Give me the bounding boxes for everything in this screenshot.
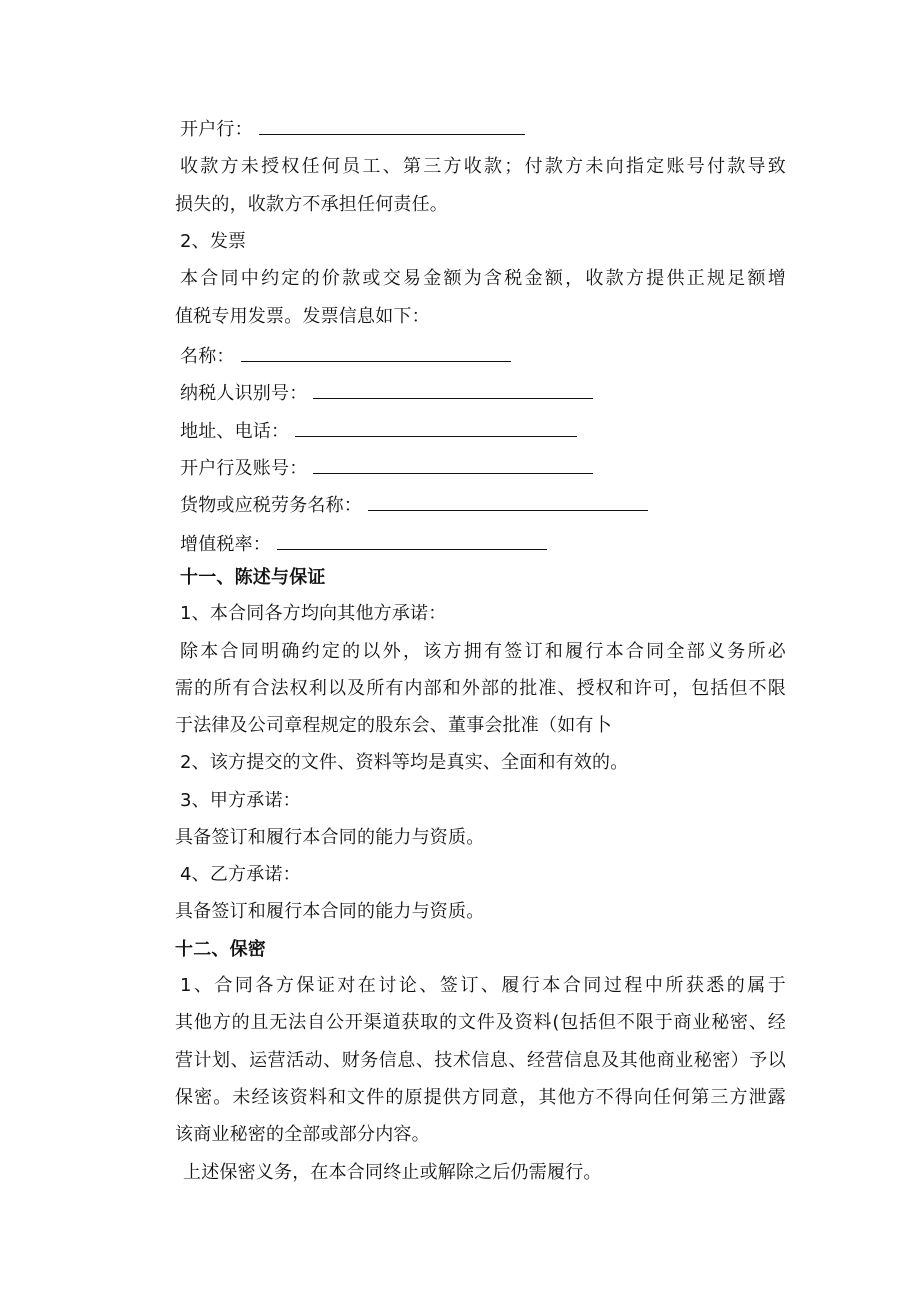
section-11-item-4: 4、乙方承诺： <box>180 864 301 885</box>
invoice-field-label: 地址、电话： <box>180 421 290 442</box>
payment-note-line-2: 损失的，收款方不承担任何责任。 <box>175 194 448 215</box>
invoice-field-blank <box>241 345 511 362</box>
section-11-item-4-text: 具备签订和履行本合同的能力与资质。 <box>175 901 485 922</box>
invoice-field-vat-rate <box>180 533 547 556</box>
bank-line <box>180 118 525 141</box>
invoice-heading: 2、发票 <box>180 231 247 252</box>
section-11-para-line-1: 除本合同明确约定的以外，该方拥有签订和履行本合同全部义务所必 <box>180 641 786 662</box>
invoice-intro-line-1: 本合同中约定的价款或交易金额为含税金额，收款方提供正规足额增 <box>180 268 786 289</box>
invoice-field-label: 货物或应税劳务名称： <box>180 495 362 516</box>
invoice-field-blank <box>295 420 577 437</box>
invoice-field-label: 名称： <box>180 346 235 367</box>
section-11-title: 十一、陈述与保证 <box>180 567 326 588</box>
section-11-para-line-2: 需的所有合法权利以及所有内部和外部的批准、授权和许可，包括但不限 <box>175 678 786 699</box>
section-12-title: 十二、保密 <box>175 939 266 960</box>
invoice-field-blank <box>277 533 547 550</box>
invoice-field-blank <box>313 457 593 474</box>
invoice-field-tax-id <box>180 382 593 405</box>
bank-blank <box>259 118 525 135</box>
section-12-para-line-3: 营计划、运营活动、财务信息、技术信息、经营信息及其他商业秘密）予以 <box>175 1050 786 1071</box>
payment-note-line-1: 收款方未授权任何员工、第三方收款；付款方未向指定账号付款导致 <box>180 156 786 177</box>
section-12-para-2: 上述保密义务，在本合同终止或解除之后仍需履行。 <box>183 1162 602 1183</box>
section-11-item-2: 2、该方提交的文件、资料等均是真实、全面和有效的。 <box>180 752 629 773</box>
invoice-field-name <box>180 345 511 368</box>
invoice-field-label: 纳税人识别号： <box>180 383 308 404</box>
invoice-field-address-phone <box>180 420 577 443</box>
section-12-para-line-1: 1、合同各方保证对在讨论、签订、履行本合同过程中所获悉的属于 <box>180 975 786 996</box>
invoice-field-label: 开户行及账号： <box>180 458 308 479</box>
section-11-para-line-3: 于法律及公司章程规定的股东会、董事会批准（如有卜 <box>175 715 612 736</box>
section-12-para-line-2: 其他方的且无法自公开渠道获取的文件及资料(包括但不限于商业秘密、经 <box>175 1012 786 1033</box>
invoice-field-bank-account <box>180 457 593 480</box>
section-11-item-3: 3、甲方承诺： <box>180 790 301 811</box>
invoice-intro-line-2: 值税专用发票。发票信息如下： <box>175 306 430 327</box>
section-12-para-line-5: 该商业秘密的全部或部分内容。 <box>175 1124 430 1145</box>
invoice-field-blank <box>368 494 648 511</box>
invoice-field-blank <box>313 382 593 399</box>
invoice-field-label: 增值税率： <box>180 534 271 555</box>
section-11-item-1: 1、本合同各方均向其他方承诺： <box>180 603 447 624</box>
section-12-para-line-4: 保密。未经该资料和文件的原提供方同意，其他方不得向任何第三方泄露 <box>175 1087 786 1108</box>
section-11-item-3-text: 具备签订和履行本合同的能力与资质。 <box>175 827 485 848</box>
invoice-field-goods-name <box>180 494 648 517</box>
bank-label: 开户行： <box>180 119 253 140</box>
